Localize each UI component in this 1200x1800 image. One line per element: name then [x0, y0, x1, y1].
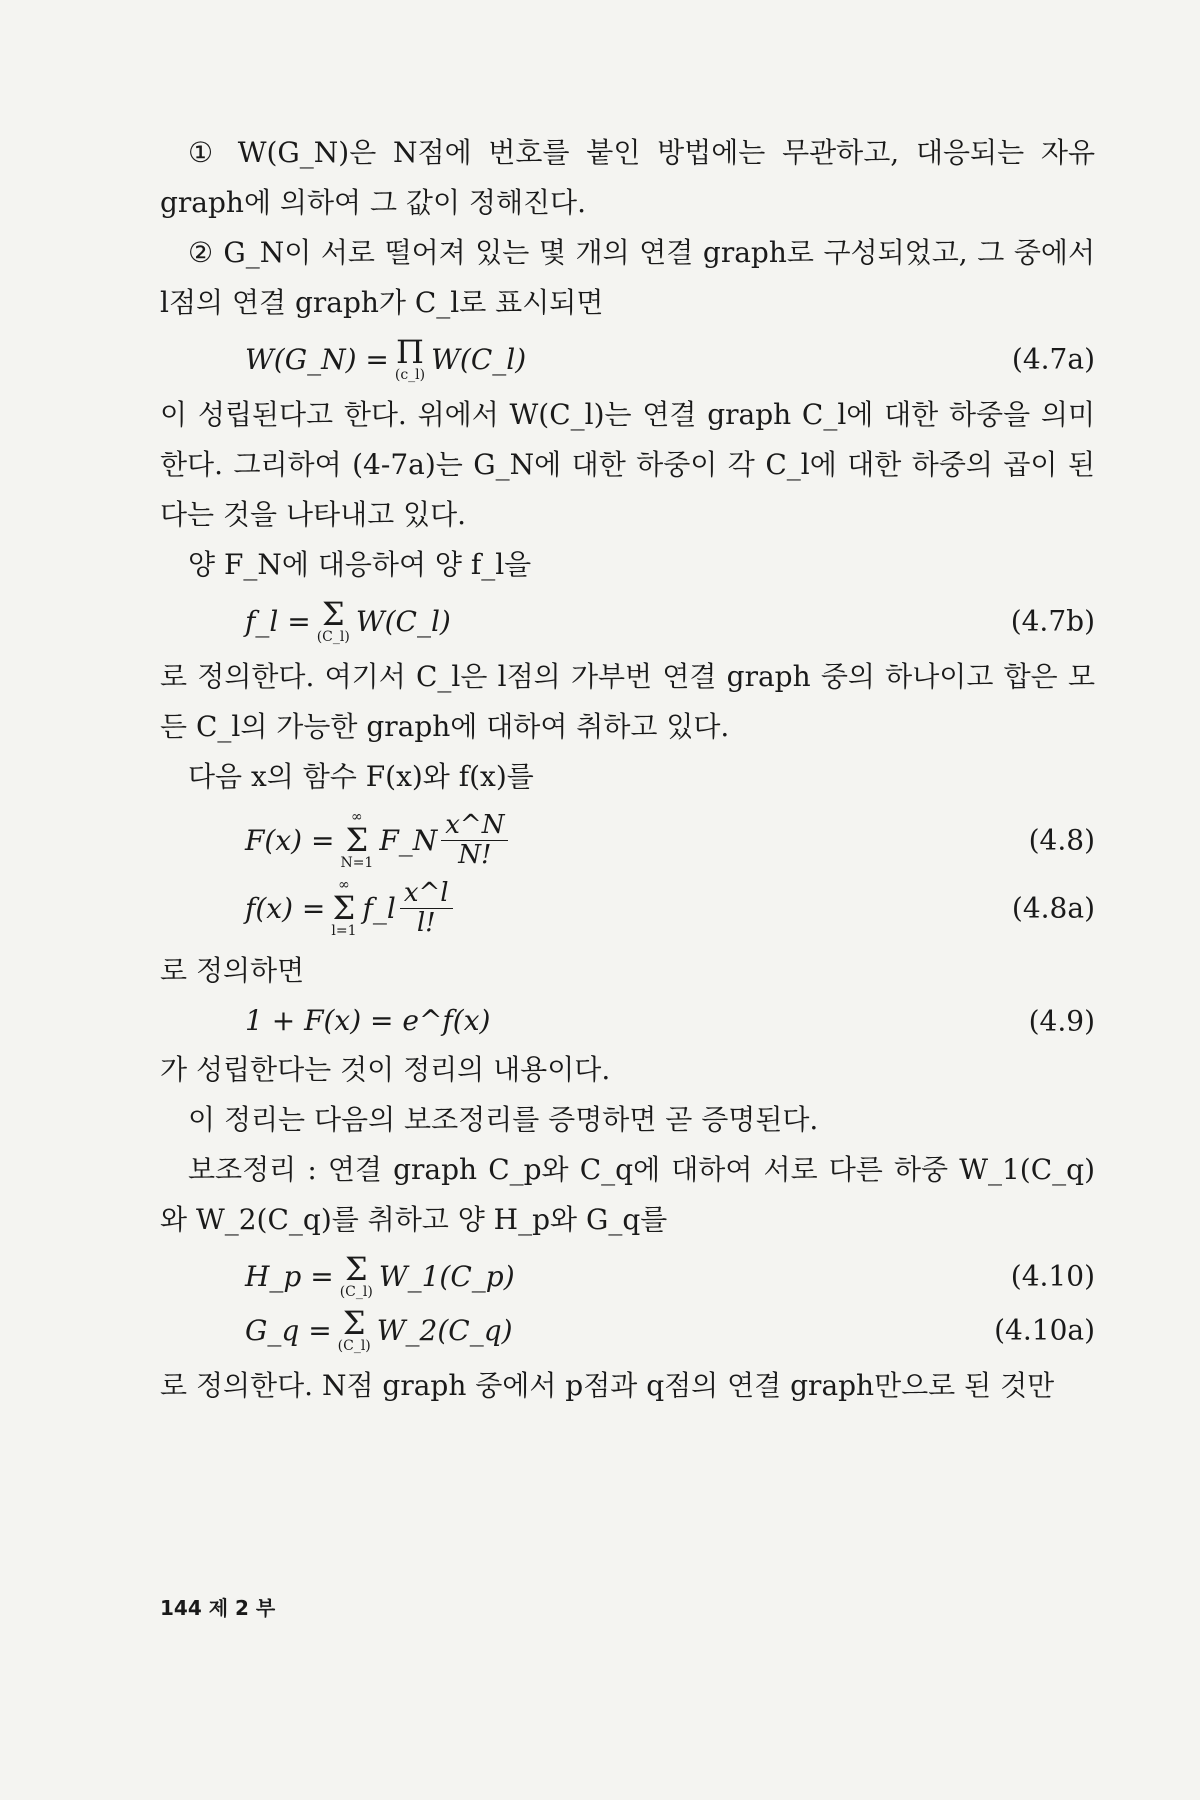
fraction: [400, 879, 453, 937]
op-symbol: Σ: [344, 1250, 368, 1288]
op-sub: N=1: [340, 855, 374, 871]
paragraph-5: 로 정의한다. 여기서 C_l은 l점의 가부번 연결 graph 중의 하나이고 합은 모든 C_l의 가능한 graph에 대하여 취하고 있다.: [160, 660, 1095, 743]
paragraph-3: 이 성립된다고 한다. 위에서 W(C_l)는 연결 graph C_l에 대한 하중을 의미한다. 그리하여 (4-7a)는 G_N에 대한 하중이 각 C_l에 대한 하중의 곱이 된다는 것을 나타내고 있다.: [160, 398, 1095, 531]
op-symbol: Π: [396, 333, 424, 371]
eq-rhs: W(C_l): [431, 342, 527, 376]
paragraph-9: 이 정리는 다음의 보조정리를 증명하면 곧 증명된다.: [188, 1103, 819, 1136]
sum-operator: [331, 878, 356, 938]
equation-4-10a: [160, 1304, 1095, 1354]
eq-lhs: W(G_N) =: [245, 342, 389, 376]
part-label: 제 2 부: [208, 1596, 276, 1620]
fraction-denominator: N!: [458, 839, 492, 870]
eq-lhs: 1 + F(x) = e^f(x): [245, 1004, 491, 1037]
eq-lhs: G_q =: [245, 1313, 332, 1347]
sum-operator: [340, 810, 373, 870]
eq-lhs: F(x) =: [245, 823, 335, 857]
paragraph-7: 로 정의하면: [160, 954, 305, 987]
equation-number: (4.7a): [1011, 342, 1095, 376]
sum-operator: [316, 595, 350, 645]
op-symbol: Σ: [345, 821, 369, 859]
sum-operator: [339, 1250, 373, 1300]
op-sub: (c_l): [394, 367, 426, 383]
equation-4-8: [160, 810, 1095, 870]
op-sub: l=1: [331, 923, 357, 939]
equation-number: (4.9): [1028, 1004, 1095, 1037]
equation-number: (4.10): [1010, 1259, 1095, 1293]
op-symbol: Σ: [332, 889, 356, 927]
eq-rhs: W(C_l): [355, 604, 451, 638]
paragraph-11: 로 정의한다. N점 graph 중에서 p점과 q점의 연결 graph만으로 된 것만: [160, 1369, 1055, 1402]
page-footer: [160, 1592, 275, 1621]
op-sup: ∞: [351, 809, 363, 825]
eq-coefficient: F_N: [379, 823, 438, 857]
eq-rhs: W_2(C_q): [376, 1313, 513, 1347]
fraction-denominator: l!: [416, 907, 436, 938]
equation-4-7b: [160, 595, 1095, 645]
op-sub: (C_l): [339, 1284, 373, 1300]
eq-lhs: f_l =: [245, 604, 311, 638]
paragraph-10: 보조정리 : 연결 graph C_p와 C_q에 대하여 서로 다른 하중 W_1(C_q)와 W_2(C_q)를 취하고 양 H_p와 G_q를: [160, 1153, 1095, 1236]
sum-operator: [337, 1304, 371, 1354]
page-body: [160, 128, 1095, 1411]
op-symbol: Σ: [342, 1304, 366, 1342]
op-sup: ∞: [338, 877, 350, 893]
fraction: [441, 811, 508, 869]
paragraph-1: ① W(G_N)은 N점에 번호를 붙인 방법에는 무관하고, 대응되는 자유 graph에 의하여 그 값이 정해진다.: [160, 136, 1095, 219]
op-sub: (C_l): [316, 629, 350, 645]
eq-rhs: W_1(C_p): [378, 1259, 515, 1293]
eq-lhs: H_p =: [245, 1259, 334, 1293]
eq-lhs: f(x) =: [245, 891, 326, 925]
op-symbol: Σ: [321, 595, 345, 633]
equation-number: (4.8): [1028, 823, 1095, 857]
page-number: 144: [160, 1596, 202, 1620]
equation-4-10: [160, 1250, 1095, 1300]
op-sub: (C_l): [337, 1338, 371, 1354]
equation-number: (4.10a): [994, 1313, 1095, 1347]
fraction-numerator: x^l: [400, 879, 453, 909]
equation-4-8a: [160, 878, 1095, 938]
equation-4-9: [160, 1004, 1095, 1037]
eq-coefficient: f_l: [362, 891, 396, 925]
equation-number: (4.8a): [1011, 891, 1095, 925]
paragraph-2: ② G_N이 서로 떨어져 있는 몇 개의 연결 graph로 구성되었고, 그 중에서 l점의 연결 graph가 C_l로 표시되면: [160, 236, 1095, 319]
paragraph-4: 양 F_N에 대응하여 양 f_l을: [188, 548, 532, 581]
paragraph-8: 가 성립한다는 것이 정리의 내용이다.: [160, 1053, 611, 1086]
fraction-numerator: x^N: [441, 811, 508, 841]
equation-number: (4.7b): [1010, 604, 1095, 638]
paragraph-6: 다음 x의 함수 F(x)와 f(x)를: [188, 760, 534, 793]
product-operator: [394, 333, 426, 383]
equation-4-7a: [160, 333, 1095, 383]
